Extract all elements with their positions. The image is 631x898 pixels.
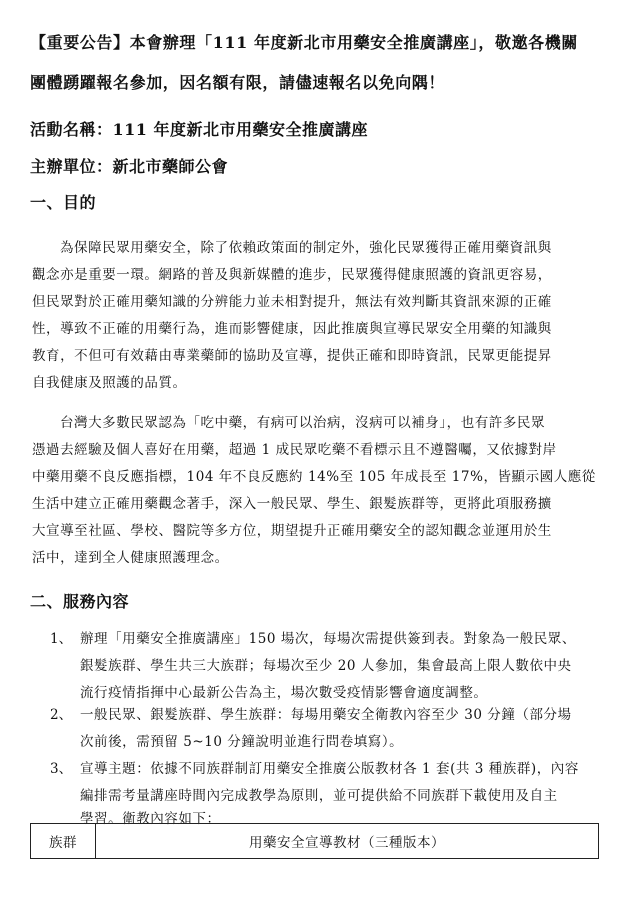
list-item-line: 編排需考量講座時間內完成教學為原則，並可提供給不同族群下載使用及自主 (80, 788, 558, 804)
paragraph-line: 活中，達到全人健康照護理念。 (32, 550, 229, 566)
paragraph-line: 觀念亦是重要一環。網路的普及與新媒體的進步，民眾獲得健康照護的資訊更容易， (32, 267, 552, 283)
list-item-line: 一般民眾、銀髮族群、學生族群：每場用藥安全衛教內容至少 30 分鐘（部分場 (80, 707, 572, 723)
list-item-line: 銀髮族群、學生共三大族群；每場次至少 20 人參加，集會最高上限人數依中央 (80, 658, 572, 674)
paragraph-line: 為保障民眾用藥安全，除了依賴政策面的制定外，強化民眾獲得正確用藥資訊與 (60, 240, 552, 256)
paragraph-line: 中藥用藥不良反應指標，104 年不良反應約 14%至 105 年成長至 17%，皆顯示國人應從 (32, 469, 596, 485)
table-header-group: 族群 (31, 824, 96, 859)
paragraph-line: 教育，不但可有效藉由專業藥師的協助及宣導，提供正確和即時資訊，民眾更能提昇 (32, 348, 552, 364)
list-number: 2、 (50, 707, 73, 723)
list-item-line: 學習。衛教內容如下： (80, 811, 221, 827)
paragraph-line: 性，導致不正確的用藥行為，進而影響健康，因此推廣與宣導民眾安全用藥的知識與 (32, 321, 552, 337)
notice-line-1: 【重要公告】本會辦理「111 年度新北市用藥安全推廣講座」，敬邀各機關 (30, 33, 578, 52)
list-item-line: 次前後，需預留 5~10 分鐘說明並進行問卷填寫）。 (80, 734, 404, 750)
paragraph-line: 生活中建立正確用藥觀念著手，深入一般民眾、學生、銀髮族群等，更將此項服務擴 (32, 496, 552, 512)
notice-line-2: 團體踴躍報名參加，因名額有限，請儘速報名以免向隅！ (30, 73, 446, 92)
list-item-line: 辦理「用藥安全推廣講座」150 場次，每場次需提供簽到表。對象為一般民眾、 (80, 631, 576, 647)
paragraph-line: 但民眾對於正確用藥知識的分辨能力並未相對提升，無法有效判斷其資訊來源的正確 (32, 294, 552, 310)
list-number: 1、 (50, 631, 73, 647)
materials-table (30, 823, 599, 859)
paragraph-line: 大宣導至社區、學校、醫院等多方位，期望提升正確用藥安全的認知觀念並運用於生 (32, 523, 552, 539)
table-row (31, 824, 599, 859)
paragraph-line: 自我健康及照護的品質。 (32, 375, 187, 391)
event-name: 活動名稱：111 年度新北市用藥安全推廣講座 (30, 120, 368, 139)
section-2-heading: 二、服務內容 (30, 592, 130, 611)
list-item-line: 流行疫情指揮中心最新公告為主，場次數受疫情影響會適度調整。 (80, 685, 488, 701)
paragraph-line: 憑過去經驗及個人喜好在用藥，超過 1 成民眾吃藥不看標示且不遵醫囑，又依據對岸 (32, 442, 557, 458)
list-item-line: 宣導主題：依據不同族群制訂用藥安全推廣公版教材各 1 套(共 3 種族群)，內容 (80, 761, 579, 777)
section-1-heading: 一、目的 (30, 193, 97, 212)
list-number: 3、 (50, 761, 73, 777)
organizer: 主辦單位：新北市藥師公會 (30, 157, 229, 176)
paragraph-line: 台灣大多數民眾認為「吃中藥，有病可以治病，沒病可以補身」，也有許多民眾 (60, 415, 545, 431)
table-header-materials: 用藥安全宣導教材（三種版本） (96, 824, 599, 859)
